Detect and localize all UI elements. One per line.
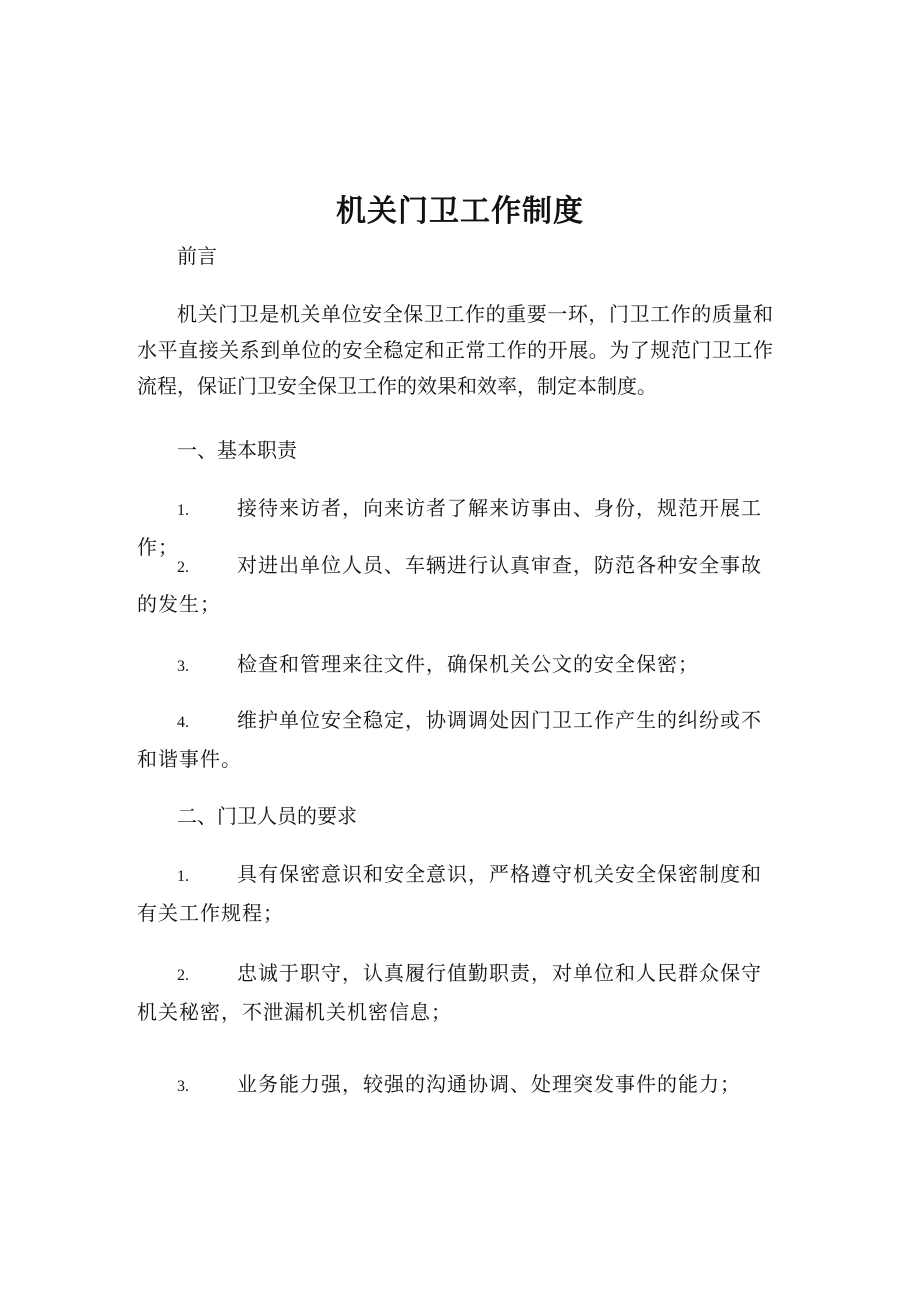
- section-heading-basic-duties: 一、基本职责: [177, 438, 297, 462]
- list-item-number: 1.: [177, 502, 189, 519]
- list-item-number: 3.: [177, 1078, 189, 1095]
- list-item-number: 1.: [177, 868, 189, 885]
- list-item-text: 接待来访者，向来访者了解来访事由、身份，规范开展工作；: [137, 496, 762, 559]
- list-item: [137, 702, 773, 777]
- list-item-text: 业务能力强，较强的沟通协调、处理突发事件的能力；: [237, 1072, 741, 1096]
- list-item: [137, 955, 773, 1030]
- document-title: 机关门卫工作制度: [336, 194, 584, 229]
- list-item-text: 检查和管理来往文件，确保机关公文的安全保密；: [237, 652, 699, 676]
- list-item: [137, 646, 773, 685]
- section-heading-staff-requirements: 二、门卫人员的要求: [177, 804, 357, 828]
- list-item-number: 4.: [177, 714, 189, 731]
- list-item-text: 具有保密意识和安全意识，严格遵守机关安全保密制度和有关工作规程；: [137, 862, 762, 925]
- list-item-text: 忠诚于职守，认真履行值勤职责，对单位和人民群众保守机关秘密，不泄漏机关机密信息；: [137, 961, 762, 1024]
- preface-heading: 前言: [177, 244, 217, 268]
- list-item-number: 3.: [177, 658, 189, 675]
- list-item-text: 维护单位安全稳定，协调调处因门卫工作产生的纠纷或不和谐事件。: [137, 708, 762, 771]
- list-item-number: 2.: [177, 559, 189, 576]
- list-item: [137, 856, 773, 931]
- list-item-text: 对进出单位人员、车辆进行认真审查，防范各种安全事故的发生；: [137, 553, 762, 616]
- preface-paragraph: 机关门卫是机关单位安全保卫工作的重要一环，门卫工作的质量和水平直接关系到单位的安全稳定和正常工作的开展。为了规范门卫工作流程，保证门卫安全保卫工作的效果和效率，制定本制度。: [137, 302, 773, 398]
- list-item: [137, 547, 773, 622]
- list-item: [137, 1066, 773, 1105]
- list-item-number: 2.: [177, 967, 189, 984]
